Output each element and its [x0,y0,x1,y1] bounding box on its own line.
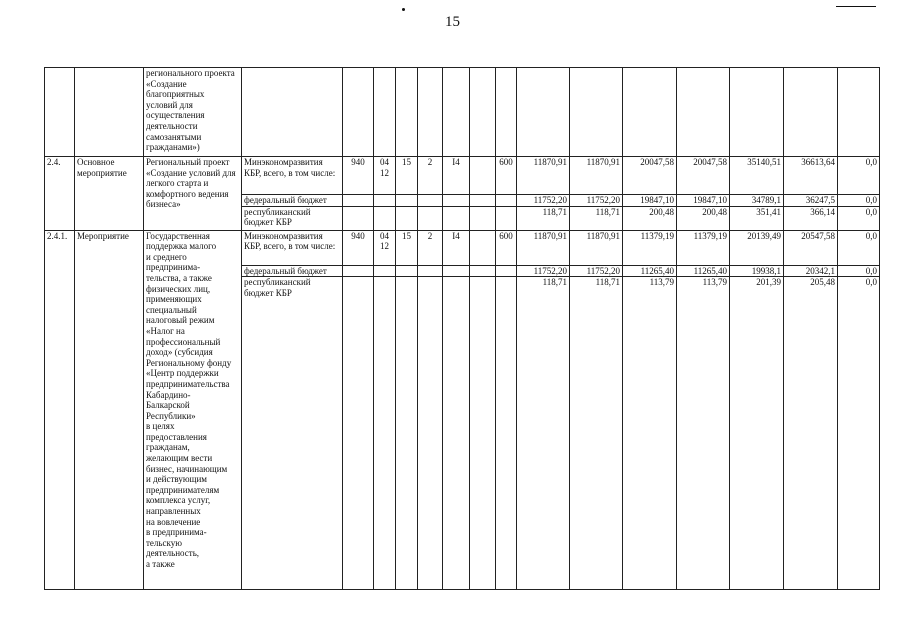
cell [418,277,443,590]
cell [418,206,443,230]
value-cell: 11265,40 [677,265,730,277]
value-cell: 0,0 [838,230,880,265]
value-cell: 20547,58 [784,230,838,265]
cell [677,68,730,157]
funding-source: Минэкономразвития КБР, всего, в том числе: [242,157,343,195]
cell [570,68,623,157]
value-cell: 19938,1 [730,265,784,277]
value-cell: 118,71 [570,206,623,230]
value-cell: 11752,20 [517,265,570,277]
page-number: 15 [445,14,460,30]
value-cell: 201,39 [730,277,784,590]
page-dot-mark [402,8,405,11]
grbs-code: 940 [343,157,374,195]
cell [374,265,396,277]
cell [374,68,396,157]
value-cell: 113,79 [677,277,730,590]
csr-code-4 [470,230,496,265]
cell [396,277,418,590]
row-number: 2.4.1. [45,230,75,590]
cell [496,195,517,207]
csr-code-2: 2 [418,157,443,195]
value-cell: 0,0 [838,195,880,207]
funding-source: Минэкономразвития КБР, всего, в том числе: [242,230,343,265]
value-cell: 35140,51 [730,157,784,195]
cell [343,206,374,230]
cell [496,68,517,157]
value-cell: 200,48 [677,206,730,230]
value-cell: 11265,40 [623,265,677,277]
funding-source: республиканский бюджет КБР [242,206,343,230]
cell [374,277,396,590]
csr-code-4 [470,157,496,195]
row-status: Мероприятие [75,230,144,590]
value-cell: 19847,10 [677,195,730,207]
funding-source: федеральный бюджет [242,265,343,277]
csr-code-2: 2 [418,230,443,265]
cell [838,68,880,157]
cell [730,68,784,157]
cell [396,195,418,207]
cell [517,68,570,157]
vr-code: 600 [496,230,517,265]
value-cell: 36613,64 [784,157,838,195]
value-cell: 200,48 [623,206,677,230]
cell [496,206,517,230]
cell [242,68,343,157]
budget-table [44,67,880,590]
value-cell: 11870,91 [517,230,570,265]
table-row [45,68,880,157]
funding-source: федеральный бюджет [242,195,343,207]
value-cell: 11752,20 [570,195,623,207]
value-cell: 0,0 [838,265,880,277]
row-number: 2.4. [45,157,75,231]
cell [396,206,418,230]
grbs-code: 940 [343,230,374,265]
vr-code: 600 [496,157,517,195]
cell [470,206,496,230]
cell [496,277,517,590]
value-cell: 118,71 [517,277,570,590]
cell [418,195,443,207]
cell [443,195,470,207]
value-cell: 20047,58 [677,157,730,195]
value-cell: 20342,1 [784,265,838,277]
cell [443,206,470,230]
value-cell: 11379,19 [623,230,677,265]
cell [470,68,496,157]
value-cell: 20139,49 [730,230,784,265]
value-cell: 11870,91 [517,157,570,195]
cell [496,265,517,277]
value-cell: 11379,19 [677,230,730,265]
cell [396,68,418,157]
row-name: Государственная поддержка малого и среднего предпринима- тельства, а также физических лиц, применяющих специальный налоговый режим «Налог на профессиональный доход» (субсидия Региональному фонду «Центр поддержки предпринимательства Кабардино- Балкарской Республики» в целях предоставления гражданам, желающим вести бизнес, начинающим и действующим предпринимателям комплекса услуг, направленных на вовлечение в предпринима- тельскую деятельность, а также [144,230,242,590]
table-row [45,230,880,265]
value-cell: 113,79 [623,277,677,590]
cell [343,195,374,207]
value-cell: 36247,5 [784,195,838,207]
cell [623,68,677,157]
cell [443,68,470,157]
rz-code: 04 12 [374,230,396,265]
csr-code-3: I4 [443,230,470,265]
cell [343,265,374,277]
value-cell: 205,48 [784,277,838,590]
csr-code-3: I4 [443,157,470,195]
continuation-name-cell: регионального проекта «Создание благоприятных условий для осуществления деятельности самозанятыми гражданами») [144,68,242,157]
cell [443,277,470,590]
value-cell: 118,71 [517,206,570,230]
cell [784,68,838,157]
value-cell: 19847,10 [623,195,677,207]
cell [418,265,443,277]
cell [343,277,374,590]
cell [374,195,396,207]
value-cell: 11870,91 [570,157,623,195]
funding-source: республиканский бюджет КБР [242,277,343,590]
value-cell: 11752,20 [570,265,623,277]
value-cell: 34789,1 [730,195,784,207]
cell [75,68,144,157]
table-row [45,157,880,195]
cell [45,68,75,157]
cell [343,68,374,157]
cell [374,206,396,230]
value-cell: 366,14 [784,206,838,230]
cell [443,265,470,277]
row-status: Основное мероприятие [75,157,144,231]
value-cell: 0,0 [838,206,880,230]
row-name: Региональный проект «Создание условий для легкого старта и комфортного ведения бизнеса» [144,157,242,231]
value-cell: 11870,91 [570,230,623,265]
cell [418,68,443,157]
cell [470,195,496,207]
value-cell: 118,71 [570,277,623,590]
rz-code: 04 12 [374,157,396,195]
value-cell: 0,0 [838,157,880,195]
csr-code-1: 15 [396,230,418,265]
cell [396,265,418,277]
value-cell: 11752,20 [517,195,570,207]
value-cell: 351,41 [730,206,784,230]
csr-code-1: 15 [396,157,418,195]
top-rule-line [836,6,876,7]
cell [470,277,496,590]
cell [470,265,496,277]
value-cell: 0,0 [838,277,880,590]
value-cell: 20047,58 [623,157,677,195]
